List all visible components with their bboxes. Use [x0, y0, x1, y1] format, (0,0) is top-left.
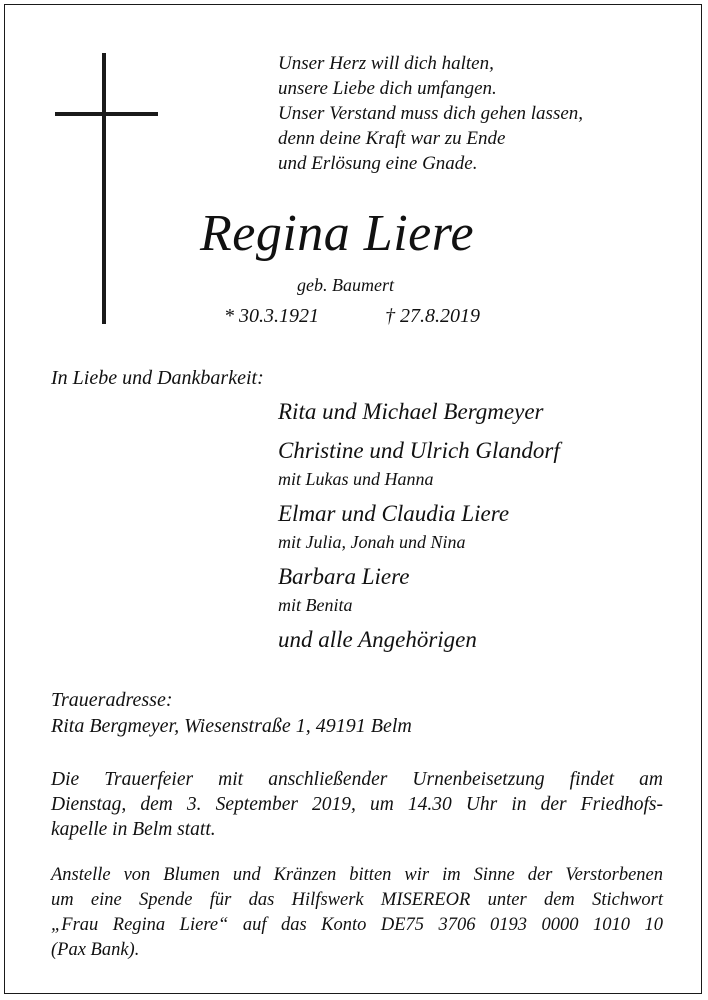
donation-line: (Pax Bank). [51, 940, 140, 960]
family-name: Rita und Michael Bergmeyer [278, 399, 544, 424]
maiden-name: geb. Baumert [297, 275, 394, 295]
poem [278, 51, 583, 176]
cross-icon-bar [55, 112, 158, 116]
funeral-info [51, 767, 663, 842]
family-name: und alle Angehörigen [278, 627, 477, 652]
birth-date: * 30.3.1921 [224, 305, 319, 327]
address-label: Traueradresse: [51, 689, 173, 711]
obituary-notice [4, 4, 702, 994]
family-children: mit Benita [278, 595, 353, 615]
donation-line: um eine Spende für das Hilfswerk MISEREOR unter dem Stichwort [51, 890, 663, 910]
family-children: mit Lukas und Hanna [278, 469, 434, 489]
death-date: † 27.8.2019 [385, 305, 480, 327]
address-value: Rita Bergmeyer, Wiesenstraße 1, 49191 Belm [51, 715, 412, 737]
funeral-line: Die Trauerfeier mit anschließender Urnenbeisetzung findet am [51, 769, 663, 790]
family-name: Christine und Ulrich Glandorf [278, 438, 560, 463]
poem-line: Unser Verstand muss dich gehen lassen, [278, 103, 584, 124]
funeral-line: Dienstag, dem 3. September 2019, um 14.30 Uhr in der Friedhofs- [51, 794, 663, 815]
cross-icon [102, 53, 106, 324]
family-name: Barbara Liere [278, 564, 410, 589]
donation-info [51, 863, 663, 963]
deceased-name: Regina Liere [200, 205, 475, 262]
poem-line: unsere Liebe dich umfangen. [278, 78, 497, 99]
mourners-intro: In Liebe und Dankbarkeit: [51, 367, 264, 389]
funeral-line: kapelle in Belm statt. [51, 819, 216, 840]
poem-line: und Erlösung eine Gnade. [278, 153, 478, 174]
donation-line: „Frau Regina Liere“ auf das Konto DE75 3706 0193 0000 1010 10 [51, 915, 663, 935]
donation-line: Anstelle von Blumen und Kränzen bitten wir im Sinne der Verstorbenen [51, 865, 663, 885]
family-children: mit Julia, Jonah und Nina [278, 532, 466, 552]
poem-line: Unser Herz will dich halten, [278, 53, 494, 74]
family-name: Elmar und Claudia Liere [278, 501, 510, 526]
poem-line: denn deine Kraft war zu Ende [278, 128, 506, 149]
